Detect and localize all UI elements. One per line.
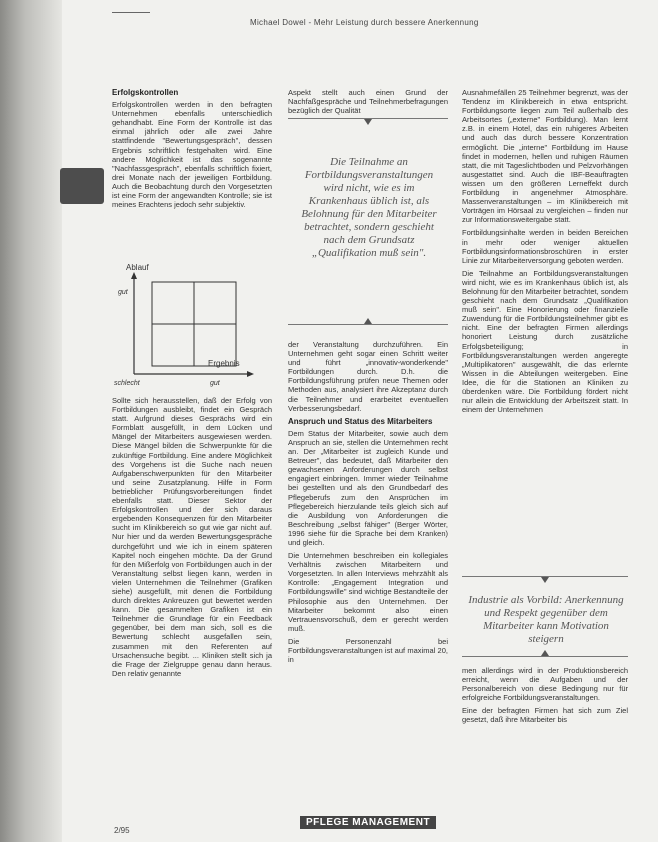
page-number: 2/95 bbox=[114, 826, 130, 835]
diagram-y-label: Ablauf bbox=[126, 263, 149, 272]
paragraph: Ausnahmefällen 25 Teilnehmer begrenzt, was der Tendenz im Klinikbereich in etwa entspricht. Fortbildungsorte liegen zum Teil außerhalb des Arbeitsortes („externe" Fortbildung). Man lernt z.B. in einem Hotel, das ein ruhigeres Arbeiten und auch das durch bessere Konzentration ermöglicht. Die „interne" Fortbildung im Hause findet in modernen, hellen und ruhigen Räumen statt, die mit Tageslichtboden und Pelzvorhängen ausgestattet sind. Auch die IBF-Beauftragten wissen um den größeren Lerneffekt durch Fortbildung in angenehmer Atmosphäre. Massenveranstaltungen – im Klinikbereich mit Vorträgen im Hörsaal zu vergleichen – finden nur zur Informationsweitergabe statt. bbox=[462, 88, 628, 225]
column-3-top bbox=[462, 88, 628, 418]
binding-shadow bbox=[0, 0, 62, 842]
paragraph: der Veranstaltung durchzuführen. Ein Unternehmen geht sogar einen Schritt weiter und führt „innovativ-wonderkende" Fortbildungen durch. D.h. die Fortbildungsführung prüfen neue Themen oder Methoden aus, analysiert ihre Akzeptanz durch die Teilnehmer und erarbeitet eventuellen Verbesserungsbedarf. bbox=[288, 340, 448, 413]
diagram-origin-label: schlecht bbox=[114, 380, 140, 387]
column-1-top bbox=[112, 88, 272, 213]
section-heading: Erfolgskontrollen bbox=[112, 88, 179, 97]
section-tab-marker bbox=[60, 168, 104, 204]
paragraph: Eine der befragten Firmen hat sich zum Ziel gesetzt, daß ihre Mitarbeiter bis bbox=[462, 706, 628, 725]
column-2-bottom bbox=[288, 340, 448, 668]
paragraph: Sollte sich herausstellen, daß der Erfolg von Fortbildungen ausbleibt, findet ein Gespräch statt. Aufgrund dieses Gesprächs wird ein Formblatt ausgefüllt, in dem Lücken und Mängel der Mitarbeiters ausgewiesen werden. Diese Mängel bilden die Schwerpunkte für die zukünftige Fortbildung. Eine andere Möglichkeit des Vorgehens ist die Suche nach neuen Aufgabenschwerpunkten für den Mitarbeiter und seine Zusatzplanung. Hilfe in Form betrieblicher Prüfungsvorbereitungen findet ebenfalls statt. Dieser Sektor der Erfolgskontrollen und der sich daraus ergebenden Konsequenzen für den Mitarbeiter sucht im Klinikbereich so gut wie gar nicht auf. Nur hier und da werden Bewertungsgespräche durchgeführt und wie ich in einem späteren Kapitel noch eingehen möchte. Da der Grund für den Mißerfolg von Fortbildungen auch in der Veranstaltung selbst liegen kann, werden in vielen Unternehmen die Teilnehmer (Grafiken siehe) ausgefüllt, mit denen die Fortbildung durch direktes Ankreuzen gut bewertet werden kann. Die gesammelten Grafiken ist ein Teilnehmer die Grundlage für ein Feedback gegenüber, bei dem man sich, soll es die Bewertung schlecht ausgefallen sein, zusammen mit den Referenten auf Ursachensuche begibt. ... Kliniken stellt sich ja die Frage der Zielgruppe genau dann heraus. Den relativ genannte bbox=[112, 396, 272, 678]
column-2-top bbox=[288, 88, 448, 119]
paragraph: Die Teilnahme an Fortbildungsveranstaltungen wird nicht, wie es im Krankenhaus üblich ist, als Belohnung für den Mitarbeiter betrachtet, sondern geschieht nach dem Grundsatz „Qualifikation muß sein". Eine Honorierung oder finanzielle Zuwendung für die Fortbildungsteilnehmer gibt es nicht. Eine der befragten Firmen allerdings honoriert Leistung durch zusätzliche Erfolgsbeteiligung; in Fortbildungsveranstaltungen werden angeregte „Multiplikatoren" ausgewählt, die das erlernte Wissen in die Abteilungen weitergeben. Eine Idee, die für die Stationen an Kliniken zu überdenken wäre. Die Fortbildung fördert nicht nur allein die Entwicklung der Arbeitszeit statt. In einem der Unternehmen bbox=[462, 268, 628, 415]
quote-triangle-icon bbox=[541, 577, 549, 583]
pull-quote-2-end bbox=[462, 650, 628, 657]
column-1-bottom bbox=[112, 396, 272, 682]
section-heading: Anspruch und Status des Mitarbeiters bbox=[288, 416, 433, 426]
paragraph: Aspekt stellt auch einen Grund der Nachfaßgespräche und Teilnehmerbefragungen bezüglich der Qualität bbox=[288, 88, 448, 116]
magazine-logo: PFLEGE MANAGEMENT bbox=[300, 816, 436, 829]
pull-quote-text-1: Die Teilnahme an Fortbildungsveranstaltungen wird nicht, wie es im Krankenhaus üblich ist, als Belohnung für den Mitarbeiter betrachtet, sondern geschieht nach dem Grundsatz „Qualifikation muß sein". bbox=[301, 156, 437, 259]
pull-quote-1 bbox=[288, 118, 448, 125]
diagram-x-right-label: gut bbox=[210, 380, 220, 387]
x-axis-arrow bbox=[247, 371, 254, 377]
quadrant-diagram bbox=[112, 262, 272, 387]
paragraph: Die Personenzahl bei Fortbildungsveranstaltungen ist auf maximal 20, in bbox=[288, 636, 448, 665]
diagram-x-label: Ergebnis bbox=[208, 359, 240, 368]
y-axis-arrow bbox=[131, 272, 137, 279]
paragraph: Dem Status der Mitarbeiter, sowie auch dem Anspruch an sie, stellen die Unternehmen recht an. Der „Mitarbeiter ist zugleich Kunde und Betreuer", das bedeutet, daß Mitarbeiter den gewachsenen Anforderungen durch selbst engagiert einbringen. Immer wieder Teilnahme bei gestellten und als den Grundbedarf des Pflegeberufs zum den Ansprüchen im Pflegebereich hierzulande teils gleich sich auf die Ausbildung von Anforderungen die Beschreibung „selbst fähiger" (Berger Wörter, 1996 siehe für die Sprache bei dem Kranken) und gleich. bbox=[288, 428, 448, 547]
column-3-bottom bbox=[462, 666, 628, 729]
quote-triangle-icon bbox=[364, 119, 372, 125]
diagram-y-top-label: gut bbox=[118, 289, 128, 296]
quote-rule bbox=[462, 656, 628, 657]
top-rule bbox=[112, 12, 150, 13]
pull-quote-text-2: Industrie als Vorbild: Anerkennung und Respekt gegenüber dem Mitarbeiter kann Motivation steigern bbox=[468, 594, 624, 645]
paragraph: Die Unternehmen beschreiben ein kollegiales Verhältnis zwischen Mitarbeitern und Vorgesetzten. In allen Interviews mehrzählt als Kontrolle: „Engagement Integration und Fortbildungswille" sind wichtige Bestandteile der Philosophie aus den Unternehmen. Der Mitarbeiter bekommt also einen Vertrauensvorschuß, dem er gerecht werden muß. bbox=[288, 551, 448, 633]
pull-quote-1-end bbox=[288, 318, 448, 325]
pull-quote-2 bbox=[462, 576, 628, 583]
paragraph: Fortbildungsinhalte werden in beiden Bereichen in mehr oder weniger aktuellen Fortbildungsinformationsbroschüren in erster Linie zur Mitarbeiterversorgung geboten werden. bbox=[462, 228, 628, 265]
running-header: Michael Dowel - Mehr Leistung durch bessere Anerkennung bbox=[250, 18, 479, 27]
paragraph: Erfolgskontrollen werden in den befragten Unternehmen ebenfalls unterschiedlich gehandhabt. Eine Form der Kontrolle ist das einmal jährlich oder alle zwei Jahre stattfindende "Bewertungsgespräch", dessen Ergebnis schriftlich festgehalten wird. Eine andere Möglichkeit ist das sogenannte "Nachfassgespräch", ebenfalls schriftlich fixiert, drei Monate nach der jeweiligen Fortbildung. Auch die Beobachtung durch den Vorgesetzten ist eine Form der angewandten Kontrolle; sie ist meines Erachtens jedoch sehr subjektiv. bbox=[112, 100, 272, 210]
paragraph: men allerdings wird in der Produktionsbereich erreicht, wenn die Aufgaben und der Personalbereich von diese Bedingung nur für erfolgreiche Fortbildungsveranstaltungen. bbox=[462, 666, 628, 703]
quote-rule bbox=[288, 324, 448, 325]
